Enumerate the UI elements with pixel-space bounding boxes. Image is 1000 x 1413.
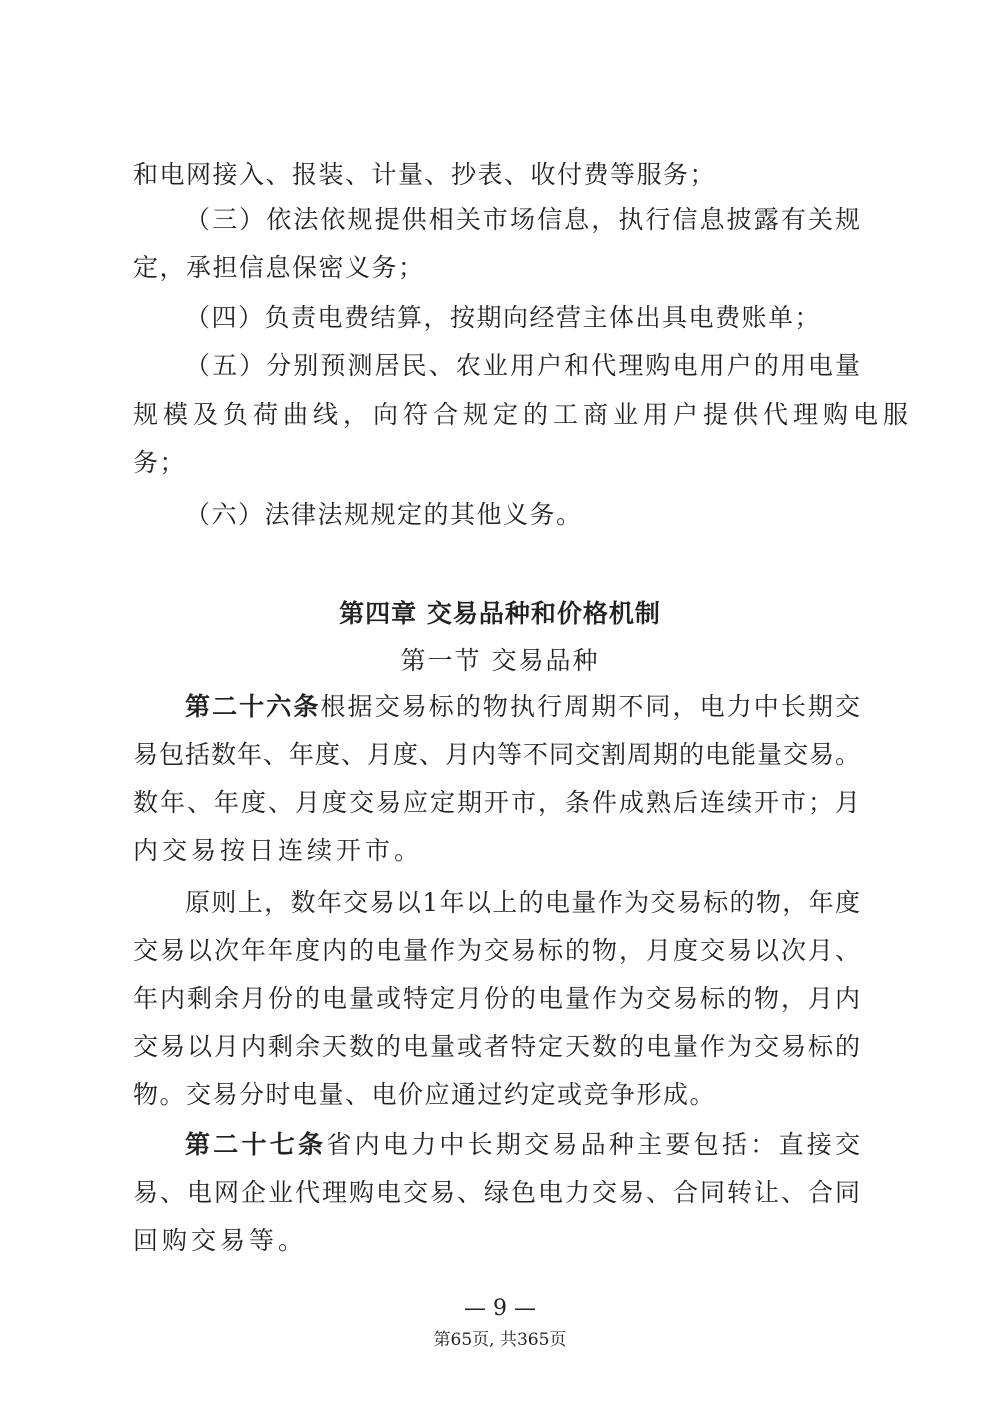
text-line: 回购交易等。	[133, 1226, 308, 1255]
article-label: 第二十七条	[185, 1130, 327, 1159]
text-span: 省内电力中长期交易品种主要包括：直接交	[326, 1130, 860, 1159]
text-line: （五）分别预测居民、农业用户和代理购电用户的用电量	[185, 351, 860, 380]
text-line: 交易以月内剩余天数的电量或者特定天数的电量作为交易标的	[133, 1032, 860, 1061]
section-title: 第一节 交易品种	[400, 646, 600, 675]
text-line: 和电网接入、报装、计量、抄表、收付费等服务；	[133, 160, 717, 189]
text-line: 物。交易分时电量、电价应通过约定或竞争形成。	[133, 1080, 717, 1109]
text-line: 易包括数年、年度、月度、月内等不同交割周期的电能量交易。	[133, 740, 860, 769]
page-number: — 9 —	[464, 1296, 536, 1321]
text-span: 根据交易标的物执行周期不同，电力中长期交	[320, 692, 860, 721]
text-line: 年内剩余月份的电量或特定月份的电量作为交易标的物，月内	[133, 984, 860, 1013]
text-line: 原则上，数年交易以1年以上的电量作为交易标的物，年度	[185, 888, 860, 917]
page-count: 第65页, 共365页	[433, 1330, 567, 1350]
chapter-title: 第四章 交易品种和价格机制	[339, 599, 661, 628]
text-line: （三）依法依规提供相关市场信息，执行信息披露有关规	[185, 205, 860, 234]
text-line: 内交易按日连续开市。	[133, 836, 424, 865]
text-line: 规模及负荷曲线，向符合规定的工商业用户提供代理购电服	[133, 400, 914, 429]
article-27-first-line	[185, 1129, 860, 1161]
text-line: 务；	[133, 448, 187, 477]
text-line: （四）负责电费结算，按期向经营主体出具电费账单；	[185, 303, 822, 332]
text-line: （六）法律法规规定的其他义务。	[185, 500, 583, 529]
article-label: 第二十六条	[185, 692, 321, 721]
text-line: 数年、年度、月度交易应定期开市，条件成熟后连续开市；月	[133, 788, 860, 817]
text-line: 交易以次年年度内的电量作为交易标的物，月度交易以次月、	[133, 936, 860, 965]
text-line: 定，承担信息保密义务；	[133, 253, 425, 282]
article-26-first-line	[185, 691, 860, 723]
text-line: 易、电网企业代理购电交易、绿色电力交易、合同转让、合同	[133, 1178, 860, 1207]
